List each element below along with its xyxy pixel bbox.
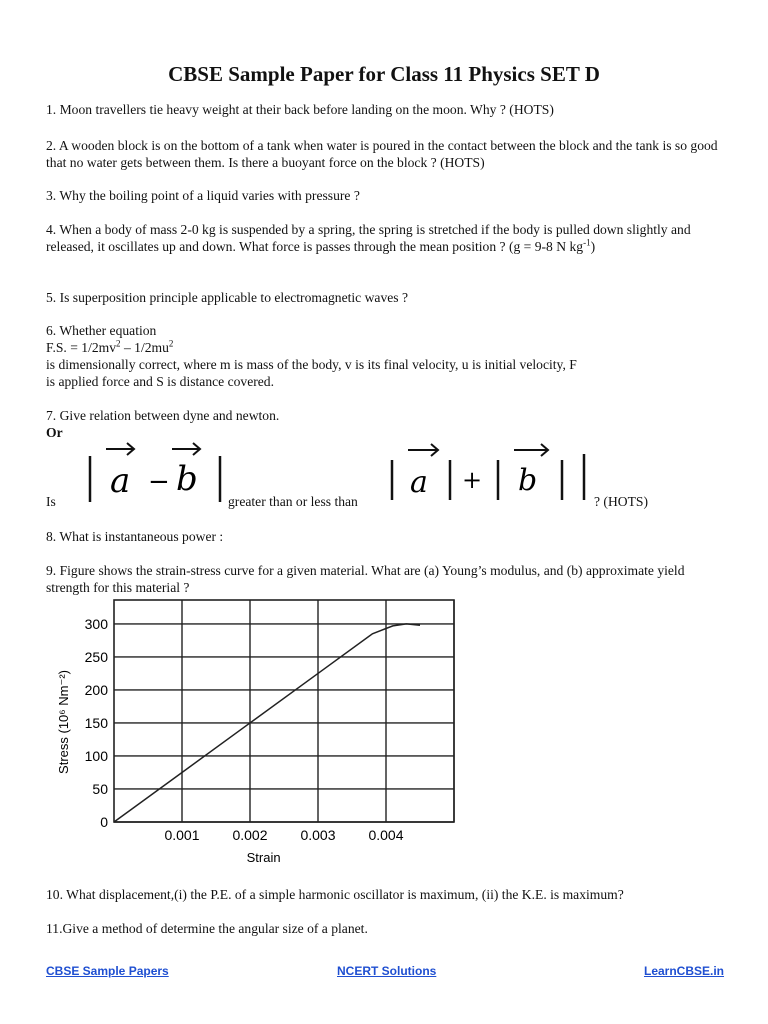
question-9: 9. Figure shows the strain-stress curve for a given material. What are (a) Young’s modulus, and (b) approximate yield strength for this material ?: [46, 563, 685, 595]
chart-y-tick-3: 150: [84, 714, 108, 731]
chart-y-tick-5: 250: [84, 648, 108, 665]
question-7-middle: greater than or less than: [228, 494, 358, 509]
question-2: 2. A wooden block is on the bottom of a tank when water is poured in the contact between the block and the tank is so good that no water gets between them. Is there a buoyant force on the block ? (HOTS): [46, 138, 718, 170]
chart-x-tick-0: 0.001: [164, 827, 200, 843]
vector-expression-difference: [84, 436, 232, 511]
vector-expression-sum: [382, 440, 594, 509]
question-6-intro: 6. Whether equation: [46, 323, 157, 338]
chart-x-tick-2: 0.003: [300, 827, 336, 843]
footer-link-learncbse[interactable]: LearnCBSE.in: [644, 964, 725, 978]
expr2-a: a: [410, 465, 428, 500]
chart-x-tick-1: 0.002: [232, 827, 268, 843]
chart-y-axis-label: Stress (10⁶ Nm⁻²): [56, 670, 71, 774]
expr1-a: a: [110, 461, 131, 501]
expr1-b: b: [176, 459, 198, 499]
chart-x-axis-label: Strain: [246, 850, 281, 865]
footer-link-ncert-solutions[interactable]: NCERT Solutions: [337, 964, 437, 978]
chart-y-tick-2: 100: [84, 747, 108, 764]
question-6-line4: is applied force and S is distance covered.: [46, 374, 274, 389]
question-4-superscript: -1: [583, 237, 591, 248]
question-4-end: ): [590, 239, 596, 254]
chart-y-tick-6: 300: [84, 615, 108, 632]
question-7: 7. Give relation between dyne and newton.: [46, 408, 280, 423]
page-title: CBSE Sample Paper for Class 11 Physics SET D: [168, 62, 600, 86]
chart-y-tick-1: 50: [92, 780, 108, 797]
question-6: [46, 322, 726, 390]
question-6-line3: is dimensionally correct, where m is mass of the body, v is its final velocity, u is initial velocity, F: [46, 357, 577, 372]
question-6-equation: F.S. = $1/2mv^2 - 1/2mu^2$: [46, 338, 174, 355]
question-10: 10. What displacement,(i) the P.E. of a simple harmonic oscillator is maximum, (ii) the K.E. is maximum?: [46, 887, 624, 902]
chart-x-tick-3: 0.004: [368, 827, 404, 843]
expr1-operator: −: [148, 467, 170, 497]
question-3: 3. Why the boiling point of a liquid varies with pressure ?: [46, 188, 360, 203]
question-7-end: ? (HOTS): [594, 494, 648, 509]
question-11: 11.Give a method of determine the angular size of a planet.: [46, 921, 368, 936]
expr2-b: b: [518, 463, 538, 498]
question-7-or: Or: [46, 425, 63, 440]
footer-link-sample-papers[interactable]: CBSE Sample Papers: [46, 964, 169, 978]
question-5: 5. Is superposition principle applicable to electromagnetic waves ?: [46, 290, 408, 305]
question-1: 1. Moon travellers tie heavy weight at their back before landing on the moon. Why ? (HOTS): [46, 102, 554, 117]
question-7-is: Is: [46, 494, 56, 509]
question-4-text: 4. When a body of mass 2-0 kg is suspended by a spring, the spring is stretched if the body is pulled down slightly and released, it oscillates up and down. What force is passes through the mean position ? (g = 9-8 N kg: [46, 222, 691, 254]
expr2-operator: +: [462, 466, 483, 494]
stress-strain-chart: [44, 596, 464, 870]
question-8: 8. What is instantaneous power :: [46, 529, 224, 544]
question-4: [46, 221, 726, 255]
chart-y-tick-0: 0: [100, 814, 108, 830]
chart-y-tick-4: 200: [84, 681, 108, 698]
